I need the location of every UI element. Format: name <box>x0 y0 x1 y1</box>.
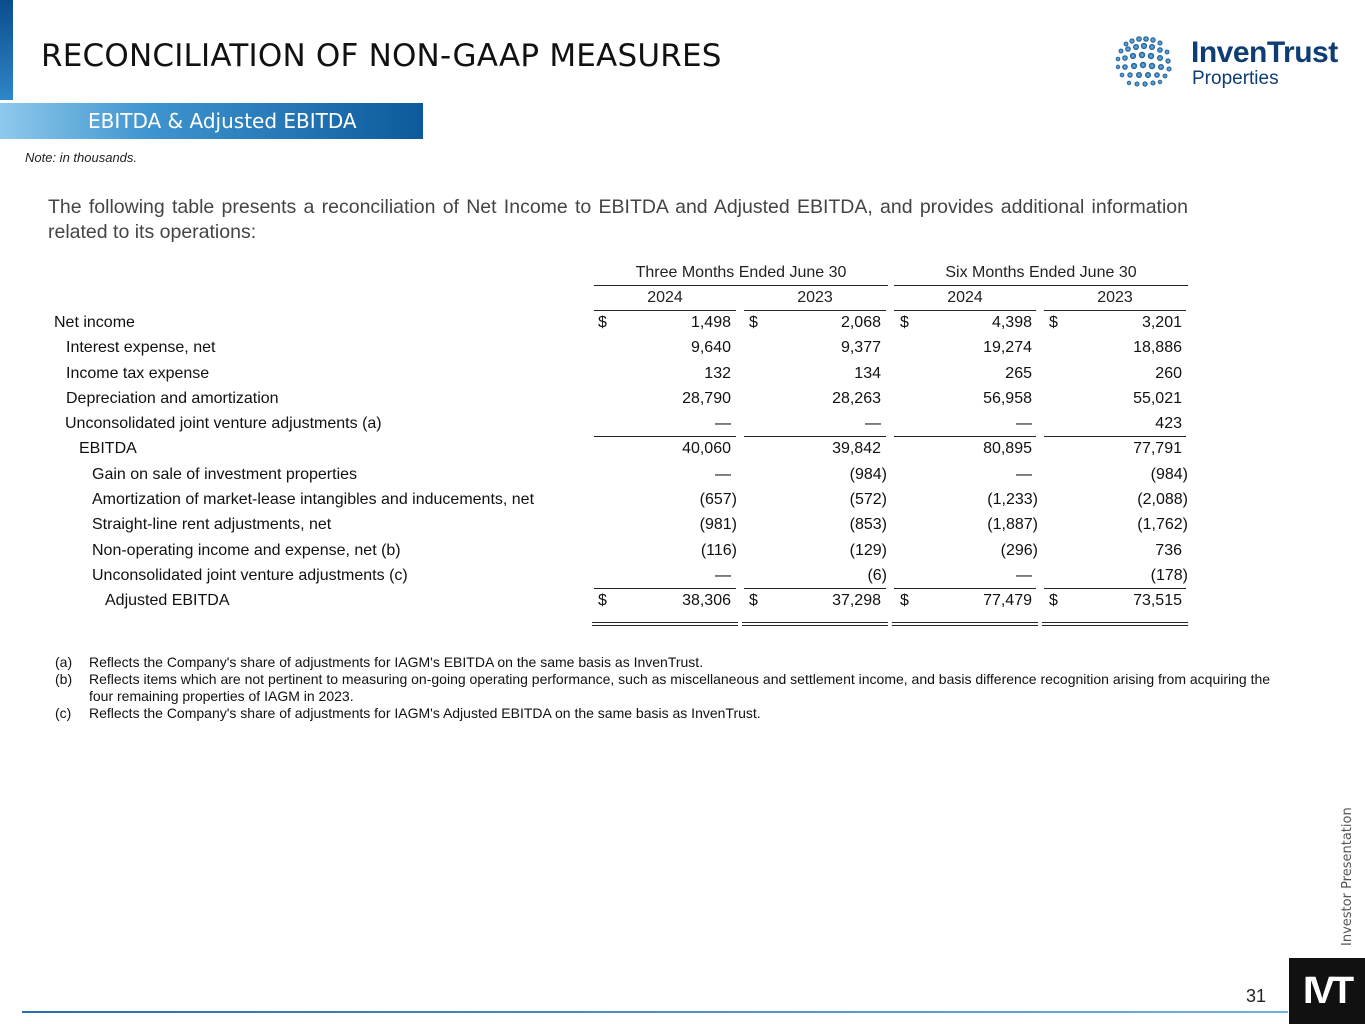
period-header-three-months: Three Months Ended June 30 <box>635 264 847 281</box>
cell-value: 28,263 <box>832 389 881 407</box>
cell-value: 423 <box>1155 415 1182 433</box>
cell-value: 9,640 <box>690 339 731 357</box>
table-row <box>48 386 1190 411</box>
cell-value: (984) <box>849 465 887 483</box>
cell-value: (657) <box>699 491 737 509</box>
footnote <box>55 654 1275 671</box>
logo-wordmark: InvenTrust <box>1191 36 1338 69</box>
units-note: Note: in thousands. <box>25 150 138 165</box>
row-label: Interest expense, net <box>66 339 216 357</box>
table-row <box>48 538 1190 563</box>
table-row-net-income <box>48 310 1190 335</box>
cell-value: — <box>1016 415 1032 433</box>
cell-value: 9,377 <box>840 339 881 357</box>
currency-symbol: $ <box>598 314 607 331</box>
cell-value: 73,515 <box>1133 592 1182 610</box>
accent-bar <box>0 0 13 100</box>
cell-value: (116) <box>700 541 737 559</box>
year-header: 2024 <box>647 289 683 306</box>
row-label: Adjusted EBITDA <box>105 592 230 610</box>
cell-value: 265 <box>1005 364 1032 382</box>
globe-logo-icon <box>1112 34 1182 92</box>
row-label: EBITDA <box>79 440 137 458</box>
footnotes <box>55 654 1275 722</box>
footnote-key: (c) <box>55 705 72 721</box>
currency-symbol: $ <box>749 314 758 331</box>
row-label: Gain on sale of investment properties <box>92 465 358 483</box>
company-logo <box>1112 34 1337 94</box>
table-row <box>48 487 1190 512</box>
cell-value: 77,791 <box>1133 440 1182 458</box>
row-label: Unconsolidated joint venture adjustments (c) <box>92 566 408 584</box>
footnote-text: Reflects items which are not pertinent to measuring on-going operating performance, such as miscellaneous and settlement income, and basis difference recognition arising from acquiring the four remaining properties of IAGM in 2023. <box>89 671 1271 704</box>
cell-value: — <box>1016 566 1032 584</box>
cell-value: 19,274 <box>983 339 1032 357</box>
row-label: Amortization of market-lease intangibles and inducements, net <box>92 491 535 509</box>
cell-value: 77,479 <box>983 592 1032 610</box>
table-row <box>48 512 1190 537</box>
year-header: 2023 <box>797 289 833 306</box>
cell-value: 134 <box>854 364 881 382</box>
row-label: Straight-line rent adjustments, net <box>92 516 332 534</box>
cell-value: (984) <box>1150 465 1188 483</box>
footnote-text: Reflects the Company's share of adjustments for IAGM's Adjusted EBITDA on the same basis as InvenTrust. <box>89 705 761 721</box>
cell-value: 38,306 <box>682 592 731 610</box>
currency-symbol: $ <box>598 592 607 610</box>
footnote-text: Reflects the Company's share of adjustments for IAGM's EBITDA on the same basis as InvenTrust. <box>89 654 704 670</box>
footnote-key: (b) <box>55 671 73 687</box>
cell-value: 55,021 <box>1133 389 1182 407</box>
cell-value: 1,498 <box>690 314 731 331</box>
cell-value: (1,887) <box>987 516 1038 534</box>
footer-divider <box>22 1011 1288 1013</box>
year-header: 2023 <box>1097 289 1133 306</box>
currency-symbol: $ <box>900 592 909 610</box>
period-header-row <box>48 258 1190 283</box>
cell-value: (981) <box>699 516 737 534</box>
cell-value: (296) <box>1000 541 1038 559</box>
cell-value: 80,895 <box>983 440 1032 458</box>
row-label: Non-operating income and expense, net (b) <box>92 541 401 559</box>
table-row <box>48 462 1190 487</box>
currency-symbol: $ <box>1049 314 1058 331</box>
table-row-adjusted-ebitda <box>48 588 1190 613</box>
intro-paragraph: The following table presents a reconciliation of Net Income to EBITDA and Adjusted EBITDA, and provides additional information related to its operations: <box>48 196 1188 243</box>
table-row <box>48 411 1190 436</box>
currency-symbol: $ <box>749 592 758 610</box>
side-label: Investor Presentation <box>1340 807 1355 946</box>
row-label: Depreciation and amortization <box>66 389 279 407</box>
table-row <box>48 335 1190 360</box>
table-row <box>48 361 1190 386</box>
year-header-row <box>48 283 1190 310</box>
cell-value: 40,060 <box>682 440 731 458</box>
cell-value: — <box>1016 465 1032 483</box>
cell-value: (1,233) <box>987 491 1038 509</box>
footnote <box>55 671 1275 705</box>
cell-value: (572) <box>849 491 887 509</box>
reconciliation-table <box>48 258 1190 614</box>
cell-value: — <box>715 566 731 584</box>
cell-value: 736 <box>1155 541 1182 559</box>
row-label: Unconsolidated joint venture adjustments (a) <box>65 415 382 433</box>
cell-value: (1,762) <box>1137 516 1188 534</box>
section-banner <box>0 103 423 139</box>
currency-symbol: $ <box>1049 592 1058 610</box>
cell-value: 18,886 <box>1133 339 1182 357</box>
table-row <box>48 563 1190 588</box>
cell-value: (2,088) <box>1137 491 1188 509</box>
cell-value: — <box>715 415 731 433</box>
row-label: Income tax expense <box>66 364 210 382</box>
cell-value: 260 <box>1155 364 1182 382</box>
corner-logo-mark: IVT <box>1303 970 1351 1012</box>
cell-value: 2,068 <box>840 314 881 331</box>
row-label: Net income <box>54 314 135 331</box>
cell-value: 132 <box>704 364 731 382</box>
table-row-ebitda <box>48 436 1190 461</box>
cell-value: (6) <box>867 566 887 584</box>
cell-value: (178) <box>1150 566 1188 584</box>
cell-value: 3,201 <box>1141 314 1182 331</box>
cell-value: — <box>865 415 881 433</box>
corner-logo <box>1289 958 1365 1024</box>
year-header: 2024 <box>947 289 983 306</box>
cell-value: 39,842 <box>832 440 881 458</box>
cell-value: 28,790 <box>682 389 731 407</box>
cell-value: (853) <box>849 516 887 534</box>
cell-value: 56,958 <box>983 389 1032 407</box>
logo-subtitle: Properties <box>1192 68 1279 89</box>
period-header-six-months: Six Months Ended June 30 <box>945 264 1137 281</box>
cell-value: — <box>715 465 731 483</box>
cell-value: 4,398 <box>991 314 1032 331</box>
footnote-key: (a) <box>55 654 73 670</box>
page-number: 31 <box>1246 986 1267 1006</box>
cell-value: (129) <box>849 541 887 559</box>
cell-value: 37,298 <box>832 592 881 610</box>
page-title: RECONCILIATION OF NON-GAAP MEASURES <box>41 38 722 74</box>
footnote <box>55 705 1275 722</box>
section-subtitle: EBITDA & Adjusted EBITDA <box>88 109 357 133</box>
currency-symbol: $ <box>900 314 909 331</box>
